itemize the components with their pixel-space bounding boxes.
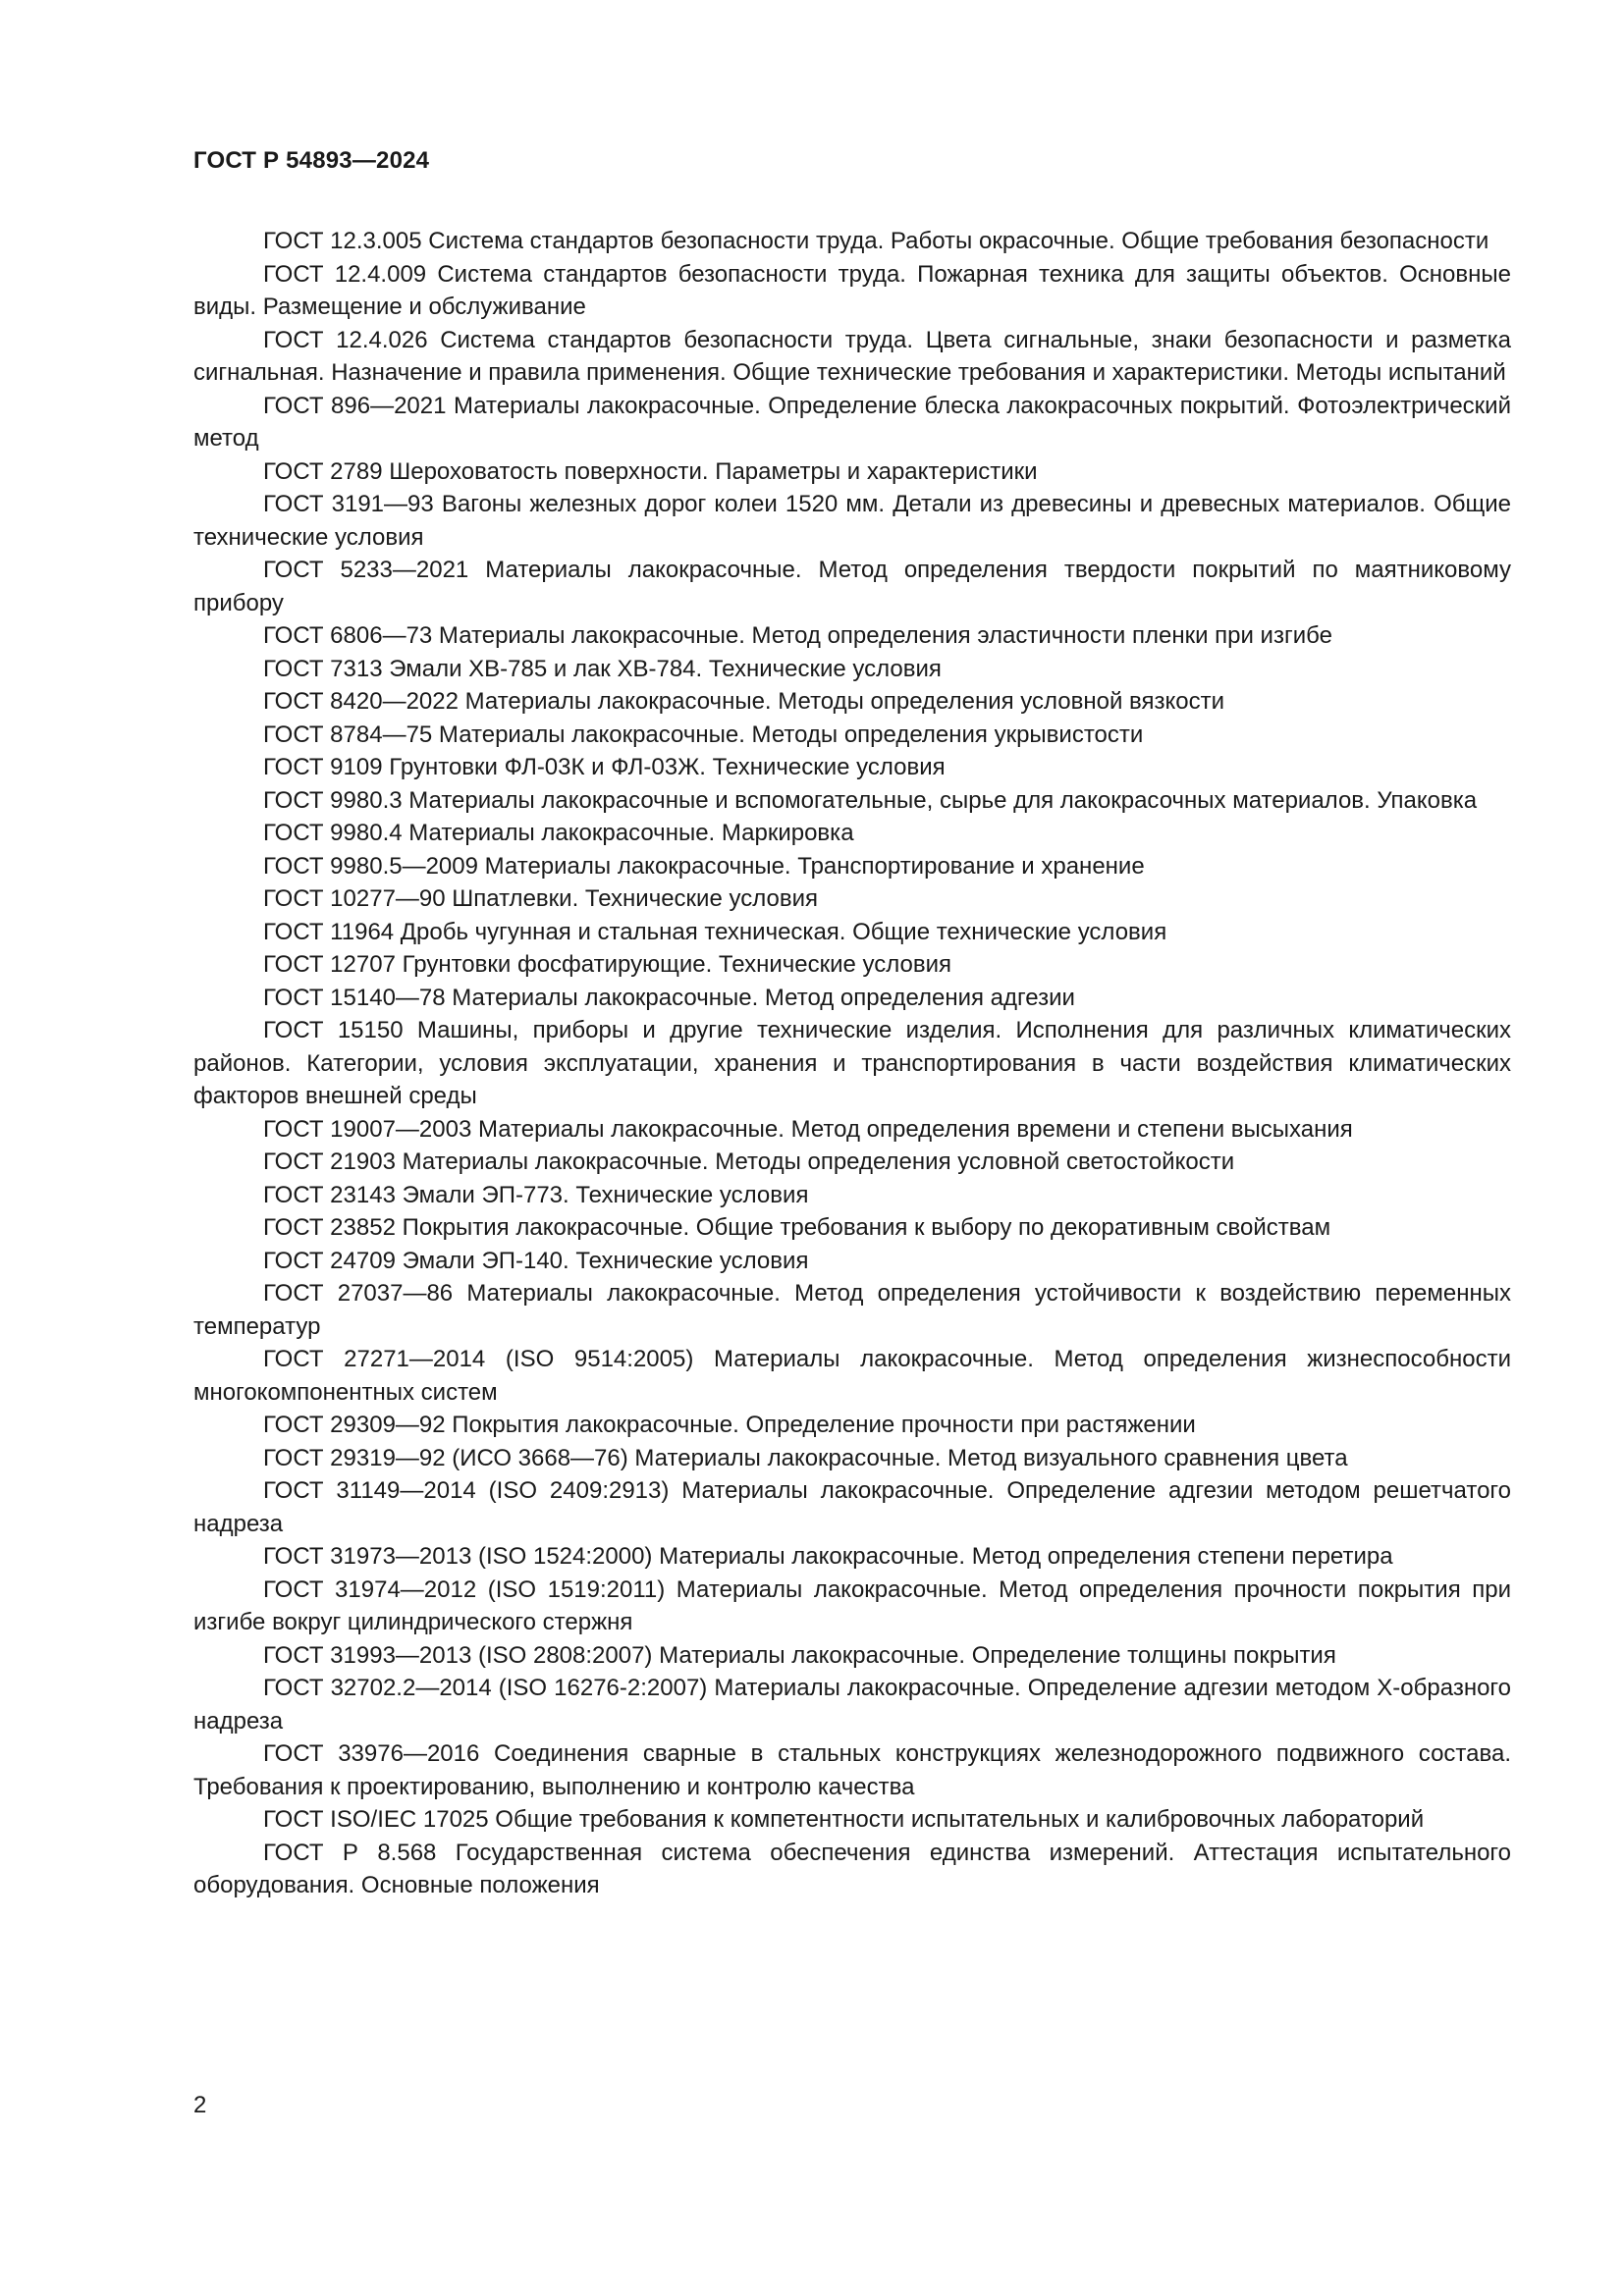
reference-item: ГОСТ 23143 Эмали ЭП-773. Технические условия <box>263 1181 809 1208</box>
reference-item: ГОСТ 27037—86 Материалы лакокрасочные. Метод определения устойчивости к воздействию переменных температур <box>193 1280 1511 1340</box>
reference-item: ГОСТ 31973—2013 (ISO 1524:2000) Материалы лакокрасочные. Метод определения степени перетира <box>263 1543 1393 1570</box>
reference-item: ГОСТ 6806—73 Материалы лакокрасочные. Метод определения эластичности пленки при изгибе <box>263 622 1332 649</box>
reference-item: ГОСТ 9980.4 Материалы лакокрасочные. Маркировка <box>263 820 854 846</box>
reference-item: ГОСТ 9980.5—2009 Материалы лакокрасочные. Транспортирование и хранение <box>263 852 1145 880</box>
reference-item: ГОСТ 7313 Эмали ХВ-785 и лак ХВ-784. Технические условия <box>263 655 942 682</box>
reference-item: ГОСТ 19007—2003 Материалы лакокрасочные. Метод определения времени и степени высыхания <box>263 1115 1353 1143</box>
normative-references-list <box>193 225 1511 1902</box>
reference-item: ГОСТ 8420—2022 Материалы лакокрасочные. Методы определения условной вязкости <box>263 688 1225 715</box>
reference-item: ГОСТ ISO/IEC 17025 Общие требования к компетентности испытательных и калибровочных лабораторий <box>263 1806 1425 1833</box>
reference-item: ГОСТ Р 8.568 Государственная система обеспечения единства измерений. Аттестация испытательного оборудования. Основные положения <box>193 1839 1511 1898</box>
reference-item: ГОСТ 8784—75 Материалы лакокрасочные. Методы определения укрывистости <box>263 721 1144 748</box>
reference-item: ГОСТ 5233—2021 Материалы лакокрасочные. Метод определения твердости покрытий по маятниковому прибору <box>193 557 1511 616</box>
reference-item: ГОСТ 3191—93 Вагоны железных дорог колеи 1520 мм. Детали из древесины и древесных материалов. Общие технические условия <box>193 491 1511 551</box>
reference-item: ГОСТ 2789 Шероховатость поверхности. Параметры и характеристики <box>263 457 1038 485</box>
document-code-header: ГОСТ Р 54893—2024 <box>193 147 430 174</box>
reference-item: ГОСТ 21903 Материалы лакокрасочные. Методы определения условной светостойкости <box>263 1148 1235 1175</box>
reference-item: ГОСТ 12.4.009 Система стандартов безопасности труда. Пожарная техника для защиты объектов. Основные виды. Размещение и обслуживание <box>193 260 1511 320</box>
reference-item: ГОСТ 29309—92 Покрытия лакокрасочные. Определение прочности при растяжении <box>263 1412 1196 1438</box>
reference-item: ГОСТ 10277—90 Шпатлевки. Технические условия <box>263 885 818 912</box>
reference-item: ГОСТ 12707 Грунтовки фосфатирующие. Технические условия <box>263 951 952 978</box>
reference-item: ГОСТ 31149—2014 (ISO 2409:2913) Материалы лакокрасочные. Определение адгезии методом решетчатого надреза <box>193 1477 1511 1537</box>
reference-item: ГОСТ 9980.3 Материалы лакокрасочные и вспомогательные, сырье для лакокрасочных материалов. Упаковка <box>263 786 1478 814</box>
reference-item: ГОСТ 9109 Грунтовки ФЛ-03К и ФЛ-03Ж. Технические условия <box>263 754 946 780</box>
reference-item: ГОСТ 15150 Машины, приборы и другие технические изделия. Исполнения для различных климатических районов. Категории, условия эксплуатации, хранения и транспортирования в части воздействия климатических факторов внешней среды <box>193 1017 1511 1109</box>
reference-item: ГОСТ 31974—2012 (ISO 1519:2011) Материалы лакокрасочные. Метод определения прочности покрытия при изгибе вокруг цилиндрического стержня <box>193 1575 1511 1635</box>
reference-item: ГОСТ 31993—2013 (ISO 2808:2007) Материалы лакокрасочные. Определение толщины покрытия <box>263 1641 1336 1669</box>
reference-item: ГОСТ 23852 Покрытия лакокрасочные. Общие требования к выбору по декоративным свойствам <box>263 1214 1331 1241</box>
reference-item: ГОСТ 15140—78 Материалы лакокрасочные. Метод определения адгезии <box>263 984 1075 1011</box>
reference-item: ГОСТ 29319—92 (ИСО 3668—76) Материалы лакокрасочные. Метод визуального сравнения цвета <box>263 1444 1348 1471</box>
reference-item: ГОСТ 11964 Дробь чугунная и стальная техническая. Общие технические условия <box>263 918 1167 945</box>
reference-item: ГОСТ 896—2021 Материалы лакокрасочные. Определение блеска лакокрасочных покрытий. Фотоэлектрический метод <box>193 392 1511 452</box>
reference-item: ГОСТ 27271—2014 (ISO 9514:2005) Материалы лакокрасочные. Метод определения жизнеспособности многокомпонентных систем <box>193 1346 1511 1406</box>
page-number: 2 <box>193 2092 207 2118</box>
reference-item: ГОСТ 32702.2—2014 (ISO 16276-2:2007) Материалы лакокрасочные. Определение адгезии методом Х-образного надреза <box>193 1675 1511 1735</box>
reference-item: ГОСТ 12.4.026 Система стандартов безопасности труда. Цвета сигнальные, знаки безопасности и разметка сигнальная. Назначение и правила применения. Общие технические требования и характеристики. Методы испытаний <box>193 326 1511 386</box>
reference-item: ГОСТ 24709 Эмали ЭП-140. Технические условия <box>263 1247 809 1274</box>
reference-item: ГОСТ 12.3.005 Система стандартов безопасности труда. Работы окрасочные. Общие требования безопасности <box>263 228 1489 254</box>
reference-item: ГОСТ 33976—2016 Соединения сварные в стальных конструкциях железнодорожного подвижного состава. Требования к проектированию, выполнению и контролю качества <box>193 1740 1511 1800</box>
